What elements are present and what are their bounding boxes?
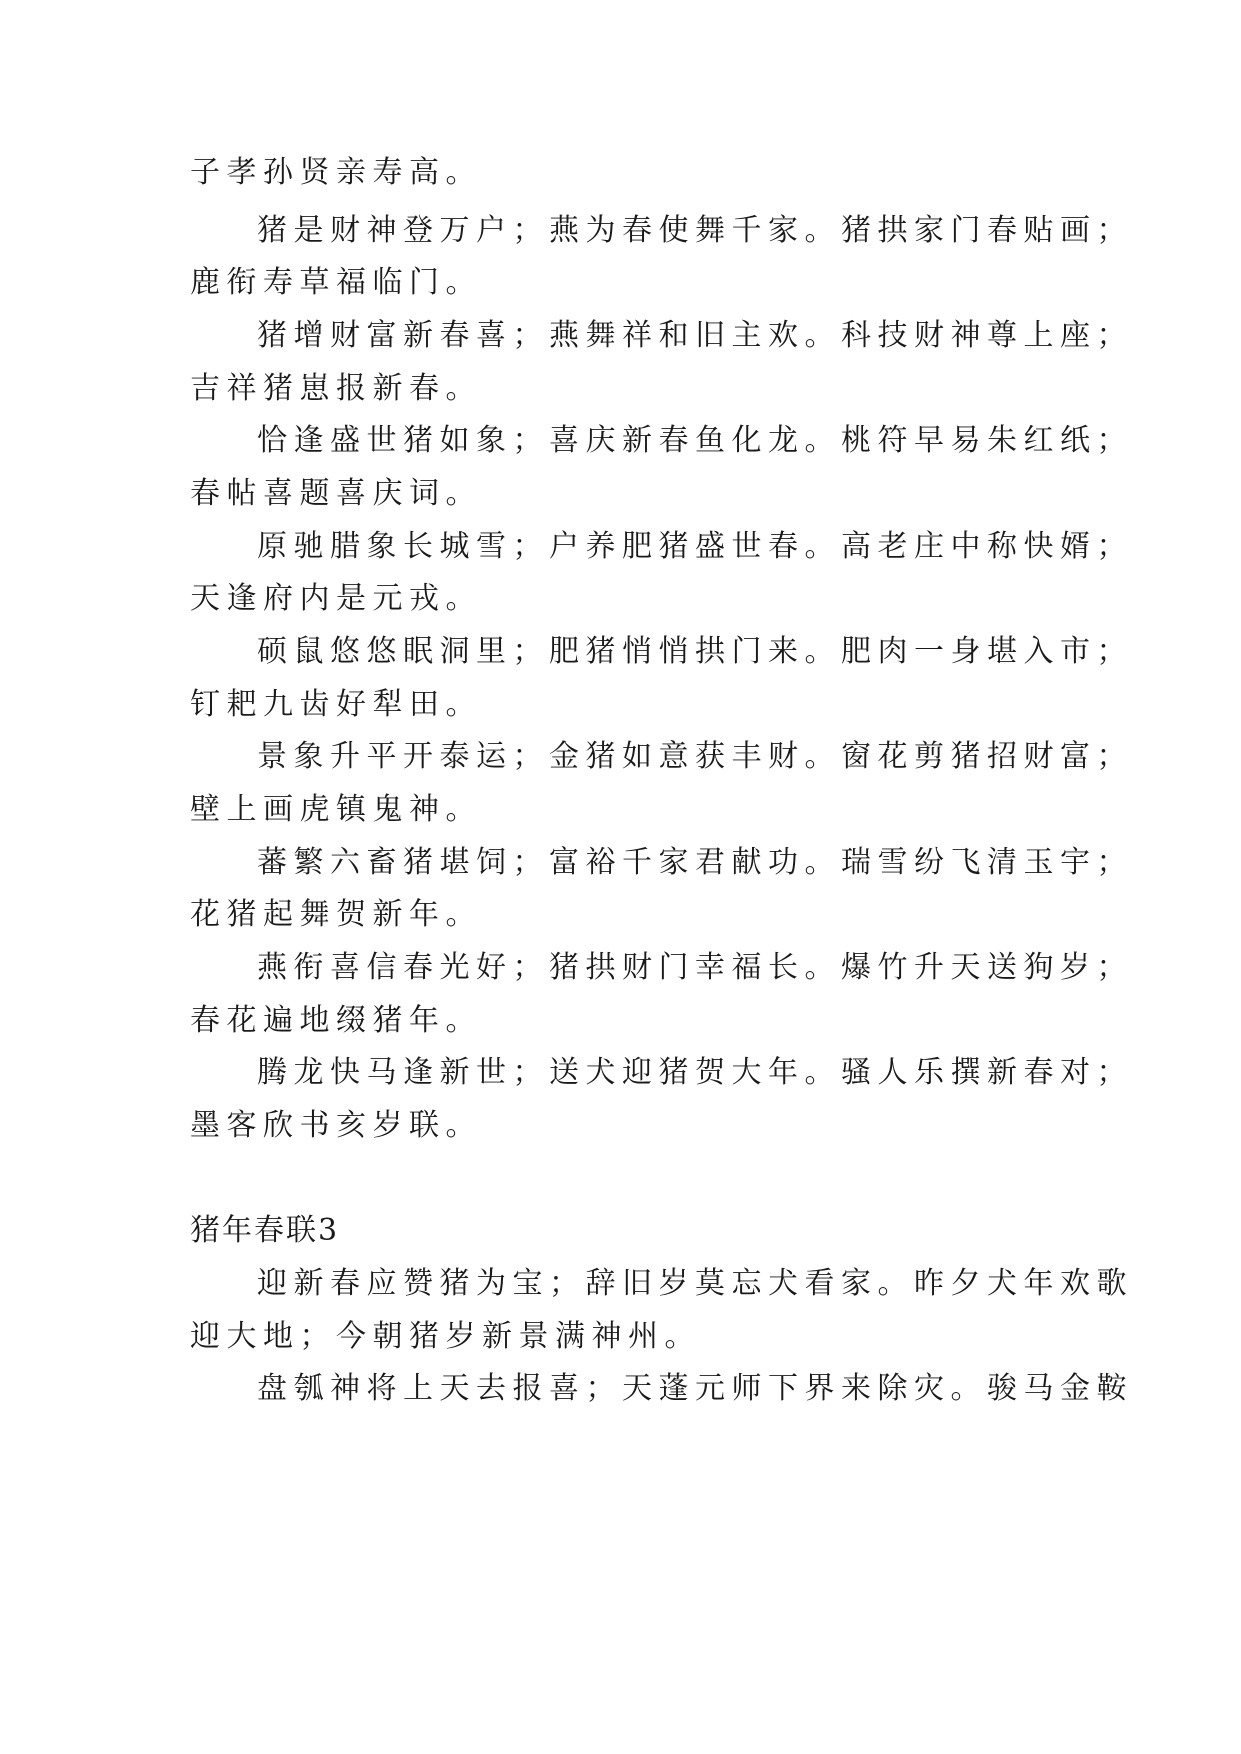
paragraph-line: 壁上画虎镇鬼神。: [190, 792, 482, 827]
paragraph-line: 天逢府内是元戎。: [190, 581, 482, 616]
paragraph-line: 盘瓠神将上天去报喜；天蓬元师下界来除灾。骏马金鞍: [257, 1371, 1133, 1406]
paragraph-line: 硕鼠悠悠眠洞里；肥猪悄悄拱门来。肥肉一身堪入市；: [257, 634, 1133, 669]
paragraph-line: 子孝孙贤亲寿高。: [190, 155, 482, 190]
paragraph-line: 猪是财神登万户；燕为春使舞千家。猪拱家门春贴画；: [257, 213, 1133, 248]
paragraph-line: 钉耙九齿好犁田。: [190, 687, 482, 722]
paragraph-line: 景象升平开泰运；金猪如意获丰财。窗花剪猪招财富；: [257, 739, 1133, 774]
paragraph-line: 燕衔喜信春光好；猪拱财门幸福长。爆竹升天送狗岁；: [257, 950, 1133, 985]
paragraph-line: 迎大地；今朝猪岁新景满神州。: [190, 1319, 701, 1354]
paragraph-line: 原驰腊象长城雪；户养肥猪盛世春。高老庄中称快婿；: [257, 529, 1133, 564]
paragraph-line: 恰逢盛世猪如象；喜庆新春鱼化龙。桃符早易朱红纸；: [257, 423, 1133, 458]
paragraph-line: 迎新春应赞猪为宝；辞旧岁莫忘犬看家。昨夕犬年欢歌: [257, 1266, 1133, 1301]
paragraph-line: 鹿衔寿草福临门。: [190, 265, 482, 300]
paragraph-line: 墨客欣书亥岁联。: [190, 1108, 482, 1143]
paragraph-line: 花猪起舞贺新年。: [190, 897, 482, 932]
paragraph-line: 春帖喜题喜庆词。: [190, 476, 482, 511]
paragraph-line: 猪增财富新春喜；燕舞祥和旧主欢。科技财神尊上座；: [257, 318, 1133, 353]
paragraph-line: 吉祥猪崽报新春。: [190, 371, 482, 406]
paragraph-line: 腾龙快马逢新世；送犬迎猪贺大年。骚人乐撰新春对；: [257, 1055, 1133, 1090]
section-heading: 猪年春联3: [190, 1213, 340, 1248]
paragraph-line: 蕃繁六畜猪堪饲；富裕千家君献功。瑞雪纷飞清玉宇；: [257, 845, 1133, 880]
paragraph-line: 春花遍地缀猪年。: [190, 1003, 482, 1038]
